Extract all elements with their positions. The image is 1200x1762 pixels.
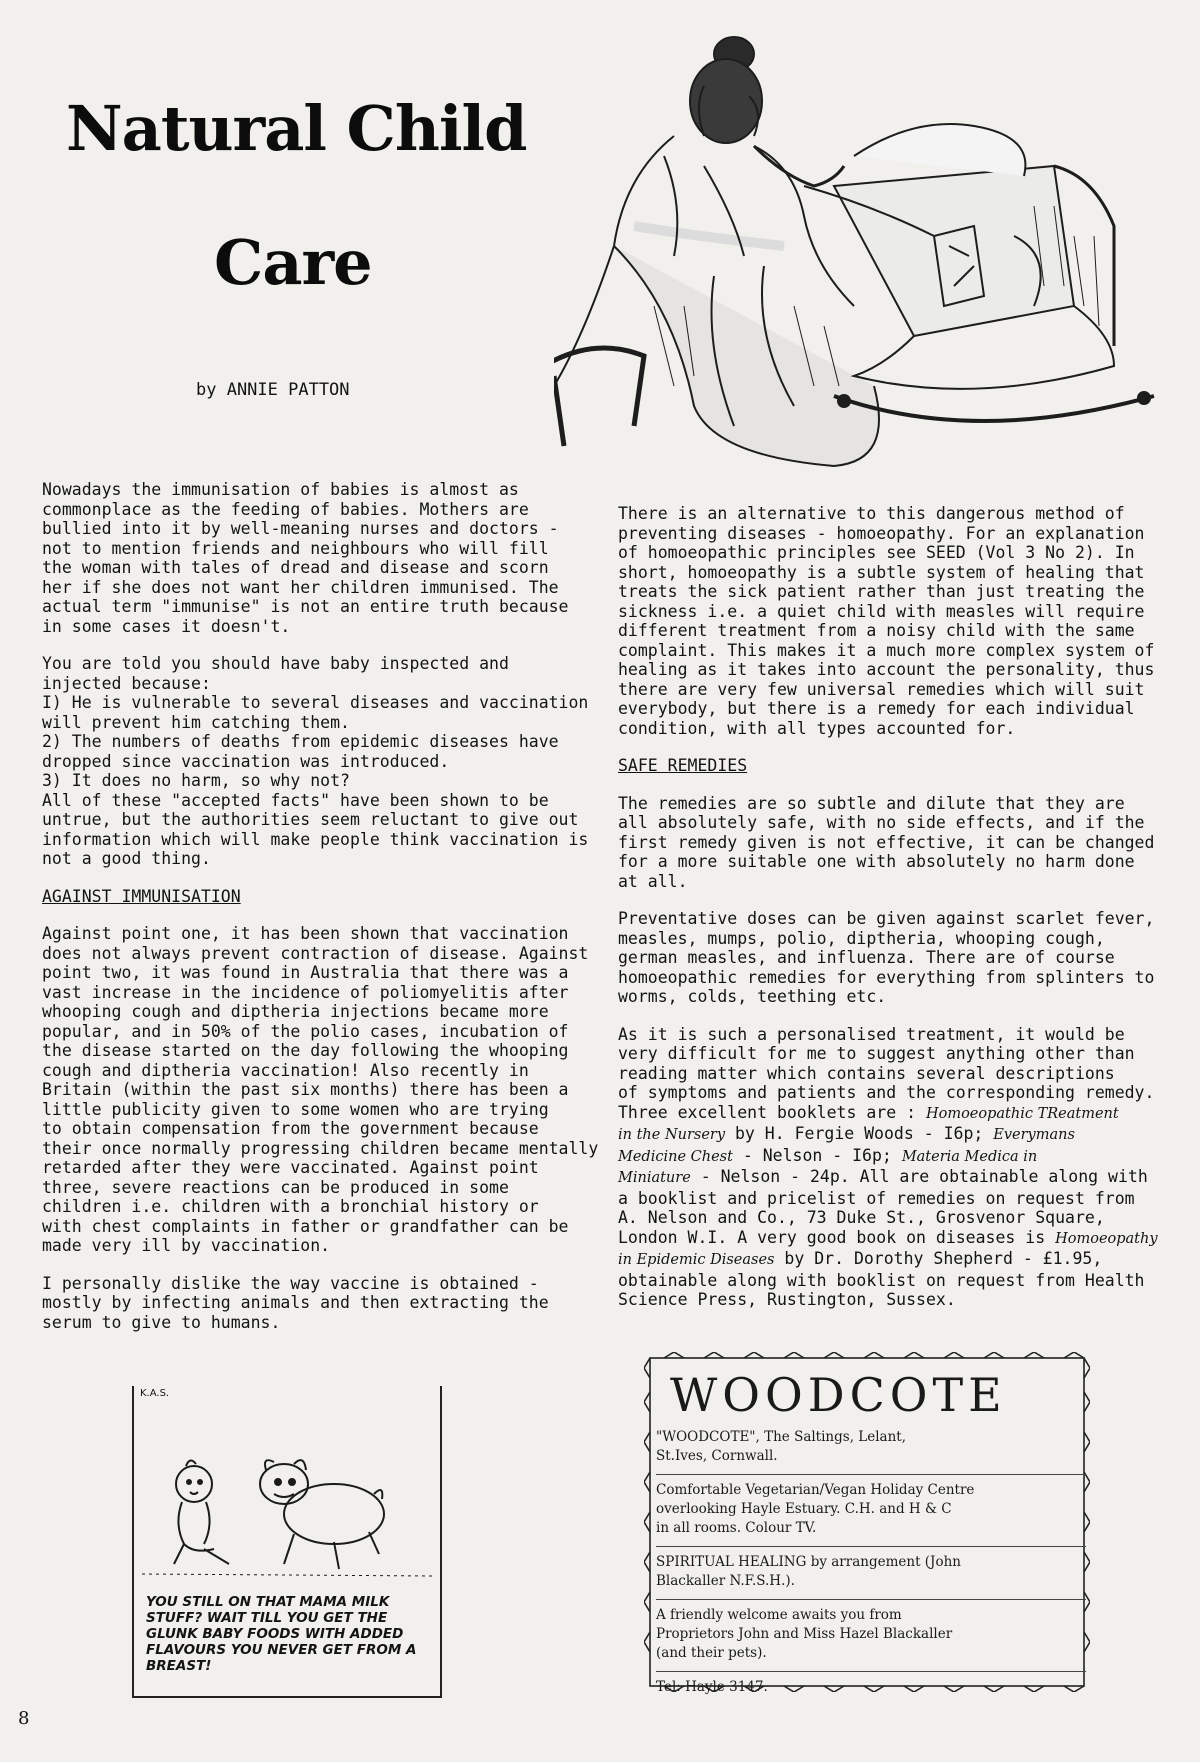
advert-divider xyxy=(656,1546,1086,1547)
advert-address: "WOODCOTE", The Saltings, Lelant, St.Ives, Cornwall. xyxy=(656,1429,907,1464)
article-title-line-1: Natural Child xyxy=(66,92,527,165)
article-title-line-2: Care xyxy=(214,226,372,299)
section-heading-safe-remedies: SAFE REMEDIES xyxy=(618,756,748,775)
safe-paragraph: The remedies are so subtle and dilute that they are all absolutely safe, with no side effects, and if the first remedy given is not effective, it can be changed for a more suitable one with absolutely no harm done at all. xyxy=(618,793,1155,891)
cartoon-signature: K.A.S. xyxy=(140,1388,170,1399)
book-title: in Epidemic Diseases xyxy=(618,1252,775,1268)
cartoon-panel xyxy=(132,1386,442,1698)
advert-healing: SPIRITUAL HEALING by arrangement (John Blackaller N.F.S.H.). xyxy=(656,1554,961,1589)
against-paragraph: Against point one, it has been shown that vaccination does not always prevent contraction of disease. Against point two, it was found in Australia that there was a vast increase in the incidence of poliomyelitis after whooping cough and diptheria injections became more popular, and in 50% of the polio cases, incubation of the disease started on the day following the whooping cough and diptheria vaccination! Also recently in Britain (within the past six months) there has been a little publicity given to some women who are trying to obtain compensation from the government because their once normally progressing children became mentally retarded after they were vaccinated. Against point three, severe reactions can be produced in some children i.e. children with a bronchial history or with chest complaints in father or grandfather can be made very ill by vaccination. xyxy=(42,924,599,1255)
advert-divider xyxy=(656,1474,1086,1475)
cartoon-caption: YOU STILL ON THAT MAMA MILK STUFF? WAIT TILL YOU GET THE GLUNK BABY FOODS WITH ADDED FLAVOURS YOU NEVER GET FROM A BREAST! xyxy=(146,1594,417,1674)
byline: by ANNIE PATTON xyxy=(196,380,350,400)
section-heading-against-immunisation: AGAINST IMMUNISATION xyxy=(42,886,241,906)
advert-title: WOODCOTE xyxy=(670,1368,1007,1422)
book-title: Miniature xyxy=(618,1170,691,1186)
advert-divider xyxy=(656,1599,1086,1600)
vaccine-source-paragraph: I personally dislike the way vaccine is obtained - mostly by infecting animals and then extracting the serum to give to humans. xyxy=(42,1273,549,1332)
preventative-paragraph: Preventative doses can be given against scarlet fever, measles, mumps, polio, diptheria, whooping cough, german measles, and influenza. There are of course homoeopathic remedies for everything from splinters to worms, colds, teething etc. xyxy=(618,909,1155,1006)
book-title: Homoeopathic TReatment xyxy=(925,1105,1119,1122)
babies-cartoon-illustration xyxy=(134,1404,440,1594)
woodcote-advert xyxy=(644,1352,1090,1695)
alternative-paragraph: There is an alternative to this dangerous method of preventing diseases - homoeopathy. For an explanation of homoeopathic principles see SEED (Vol 3 No 2). In short, homoeopathy is a subtle system of healing that treats the sick patient rather than just treating the sickness i.e. a quiet child with measles will require different treatment from a noisy child with the same complaint. This makes it a much more complex system of healing as it takes into account the personality, thus there are very few universal remedies which will suit everybody, but there is a remedy for each individual condition, with all types accounted for. xyxy=(618,504,1155,738)
page-number: 8 xyxy=(18,1708,30,1729)
booklets-paragraph: As it is such a personalised treatment, it would be very difficult for me to suggest anything other than reading matter which contains several descriptions of symptoms and patients and the corresponding remedy. Three excellent booklets are : Homoeopathic TReatment in the Nursery by H. Fergie Woods - I6p; Everymans Medicine Chest - Nelson - I6p; Materia Medica in Miniature - Nelson - 24p. All are obtainable along with a booklist and pricelist of remedies on request from A. Nelson and Co., 73 Duke St., Grosvenor Square, London W.I. A very good book on diseases is Homoeopathy in Epidemic Diseases by Dr. Dorothy Shepherd - £1.95, obtainable along with booklist on request from Health Science Press, Rustington, Sussex. xyxy=(618,1024,1158,1309)
mother-cradle-illustration xyxy=(554,6,1160,476)
right-column xyxy=(618,504,1178,1328)
advert-telephone: Tel: Hayle 3147. xyxy=(656,1679,768,1695)
advert-welcome: A friendly welcome awaits you from Proprietors John and Miss Hazel Blackaller (and their pets). xyxy=(656,1607,953,1661)
book-title: in the Nursery xyxy=(618,1127,726,1143)
advert-divider xyxy=(656,1671,1086,1672)
book-title: Medicine Chest xyxy=(618,1148,733,1165)
left-column xyxy=(42,480,602,1350)
book-title: Homoeopathy xyxy=(1055,1230,1158,1247)
book-title: Materia Medica in xyxy=(901,1148,1038,1165)
book-title: Everymans xyxy=(993,1127,1075,1143)
intro-paragraph: Nowadays the immunisation of babies is almost as commonplace as the feeding of babies. Mothers are bullied into it by well-meaning nurses and doctors - not to mention friends and neighbours who will fill the woman with tales of dread and disease and scorn her if she does not want her children immunised. The actual term "immunise" is not an entire truth because in some cases it doesn't. xyxy=(42,480,569,636)
reasons-paragraph: You are told you should have baby inspected and injected because: I) He is vulnerable to several diseases and vaccination will prevent him catching them. 2) The numbers of deaths from epidemic diseases have dropped since vaccination was introduced. 3) It does no harm, so why not? All of these "accepted facts" have been shown to be untrue, but the authorities seem reluctant to give out information which will make people think vaccination is not a good thing. xyxy=(42,654,589,868)
advert-content xyxy=(656,1364,1076,1705)
advert-description: Comfortable Vegetarian/Vegan Holiday Centre overlooking Hayle Estuary. C.H. and H & C in all rooms. Colour TV. xyxy=(656,1482,975,1536)
